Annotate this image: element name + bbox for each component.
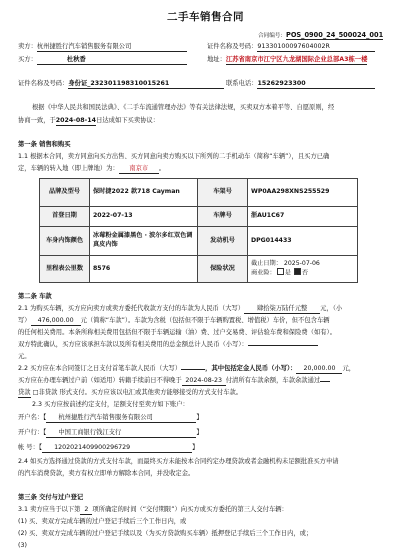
registration-city: 南京市: [119, 165, 159, 174]
article-2-p2-line3: 贷款 □非贷款 形式支付。买方应该以电汇或其他卖方能够接受的方式支付车款。: [18, 389, 243, 396]
delivery-option-3: (3): [18, 542, 27, 549]
seller-cert-row: 证件名称及号码：91330100097604002R: [207, 43, 375, 52]
preamble-line-2: 协商一致，于2024-08-14日达成如下买卖协议：: [18, 117, 160, 124]
contract-number-value: POS_0900_24_500024_001: [285, 31, 384, 39]
first-reg-label: 首登日期: [40, 207, 90, 227]
article-2-p1-line3: 的任何相关费用。本条所称相关费用包括但不限于车辆运输（油）费、过户交易费、评估验车费和保险费（如有）。: [18, 329, 336, 336]
article-1-p1: 1.1 根据本合同，卖方同意向买方出售、买方同意向卖方购买以下所列的二手机动车（简称“车辆”），且买方已确: [18, 153, 330, 160]
article-2-p1-line5: 元。: [18, 353, 31, 360]
article-1-title: 第一条 销售和购买: [18, 141, 71, 148]
loan-option: 贷款: [18, 389, 31, 396]
price-in-words: 肆拾柒万陆仟元整: [244, 305, 320, 314]
buyer-id-row: 证件名称及号码：身份证_232301198310015261: [18, 80, 224, 89]
brand-value: 保时捷2022 款718 Cayman: [90, 179, 198, 207]
buyer-row: 买方： 杜秋香: [18, 56, 187, 65]
commercial-insurance: 商业险： 是 否: [251, 269, 309, 277]
brand-label: 品牌及型号: [40, 179, 90, 207]
plate-value: 浙AU1C67: [248, 207, 358, 227]
total-amount-blank: [248, 345, 318, 346]
first-reg-value: 2022-07-13: [90, 207, 198, 227]
buyer-address: 江苏省南京市江宁区九龙湖国际企业总部A3栋一楼: [225, 56, 368, 63]
article-2-title: 第二条 车款: [18, 293, 52, 300]
checkbox-yes[interactable]: [277, 268, 284, 275]
insurance-value: [248, 256, 358, 283]
buyer-phone-row: 联系电话：15262923300: [226, 80, 375, 89]
deposit-amount: 20,000.00: [296, 365, 342, 374]
color-label: 车身内饰颜色: [40, 227, 90, 256]
article-2-p2-line2: 买方应在办理车辆过户前（如适用）转籍手续前日不得晚于 2024-08-23 付清所有车款余额，车款余款通过: [18, 377, 330, 386]
non-loan-option: □非贷款: [32, 389, 58, 396]
seller-row: 卖方：杭州捷胜行汽车销售服务有限公司: [18, 43, 187, 52]
vehicle-info-table: [39, 178, 358, 283]
color-value: 冰莓粉金属漆黑色 · 波尔多红双色调真皮内饰: [90, 227, 198, 256]
insurance-expiry: 截止日期： 2025-07-06: [251, 259, 320, 267]
table-row: [40, 207, 358, 227]
account-number-row: 帐 号：【 1202021409900296729 】: [18, 444, 199, 451]
agreement-date: 2024-08-14: [55, 117, 97, 124]
first-payment-blank: [181, 369, 205, 370]
account-number: 1202021409900296729: [42, 444, 192, 453]
vin-value: WP0AA298XNS255529: [248, 179, 358, 207]
article-2-p1-line4: 双方特此确认，买方应该承担车款以及所有相关费用的总金额总计人民币（小写）：: [18, 341, 318, 349]
table-row: [40, 227, 358, 256]
table-row: [40, 256, 358, 283]
delivery-option-number: 2: [80, 506, 92, 515]
buyer-address-row: 地址：江苏省南京市江宁区九龙湖国际企业总部A3栋一楼: [207, 56, 368, 63]
bank-row: 开户行：【 中国工商银行钱江支行 】: [18, 429, 203, 436]
page-title: 二手车销售合同: [167, 11, 244, 23]
buyer-phone: 15262923300: [257, 80, 375, 89]
mileage-label: 里程表公里数: [40, 256, 90, 283]
engine-value: DPG014433: [248, 227, 358, 256]
delivery-option-2: (2) 买、卖双方完成车辆的过户登记手续以及（为买方贷款购买车辆）抵押登记手续后三个工作日内，或；: [18, 530, 313, 537]
article-2-p4-line2: 的汽车消费贷款，卖方有权立即单方解除本合同，并没收定金。: [18, 470, 195, 477]
bank-name: 中国工商银行钱江支行: [46, 429, 196, 438]
preamble-line-1: 根据《中华人民共和国民法典》、《二手车流通管理办法》等有关法律法规，买卖双方本着平等、自愿原则，经: [32, 104, 335, 111]
engine-label: 发动机号: [198, 227, 248, 256]
article-1-p1-cont: 定，车辆的转入地（即上牌地）为： 南京市 。: [18, 165, 166, 172]
price-in-numbers: 476,000.00: [31, 317, 81, 326]
article-2-p1: 2.1 为购买车辆，买方应向卖方或卖方委托代收款方支付的车款为人民币（大写） 肆拾柒万陆仟元整 元，（小: [18, 305, 343, 312]
balance-due-date: 2024-08-23: [182, 377, 226, 386]
insurance-label: 保险状况: [198, 256, 248, 283]
buyer-name: 杜秋香: [37, 56, 187, 65]
seller-cert-value: 91330100097604002R: [257, 43, 375, 52]
contract-number: 合同编号：POS_0900_24_500024_001: [258, 31, 384, 39]
checkbox-no[interactable]: [294, 268, 301, 275]
table-row: [40, 179, 358, 207]
vin-label: 车架号: [198, 179, 248, 207]
article-3-p1: 3.1 卖方应当于以下第 2 项所确定的时间（“交付期限”）向买方或买方委托的第三人交付车辆：: [18, 506, 288, 513]
article-2-p3: 2.3 买方应按前述约定支付，足额支付至卖方如下账户：: [32, 401, 189, 408]
account-name-row: 开户名：【 杭州捷胜行汽车销售服务有限公司 】: [18, 414, 203, 421]
plate-label: 车牌号: [198, 207, 248, 227]
account-name: 杭州捷胜行汽车销售服务有限公司: [46, 414, 196, 423]
article-2-p1-line2: 写） 476,000.00 元（简称“车款”）。车款为含税（包括但不限于车辆购置税、增值税）车价，但不包含车辆: [18, 317, 330, 324]
seller-name: 杭州捷胜行汽车销售服务有限公司: [37, 43, 187, 52]
buyer-id-value: 身份证_232301198310015261: [68, 80, 224, 89]
article-2-p2: 2.2 买方应在本合同签订之日支付首笔车款人民币（大写） ，其中包括定金人民币（小写）： 20,000.00 元，: [18, 365, 356, 372]
mileage-value: 8576: [90, 256, 198, 283]
delivery-option-1: (1) 买、卖双方完成车辆的过户登记手续后三个工作日内，或: [18, 518, 187, 525]
article-3-title: 第三条 交付与过户登记: [18, 494, 84, 501]
article-2-p4: 2.4 如买方选择通过贷款的方式支付车款，而最终买方未能按本合同约定办理贷款或者金融机构未足额批准买方申请: [18, 458, 339, 465]
